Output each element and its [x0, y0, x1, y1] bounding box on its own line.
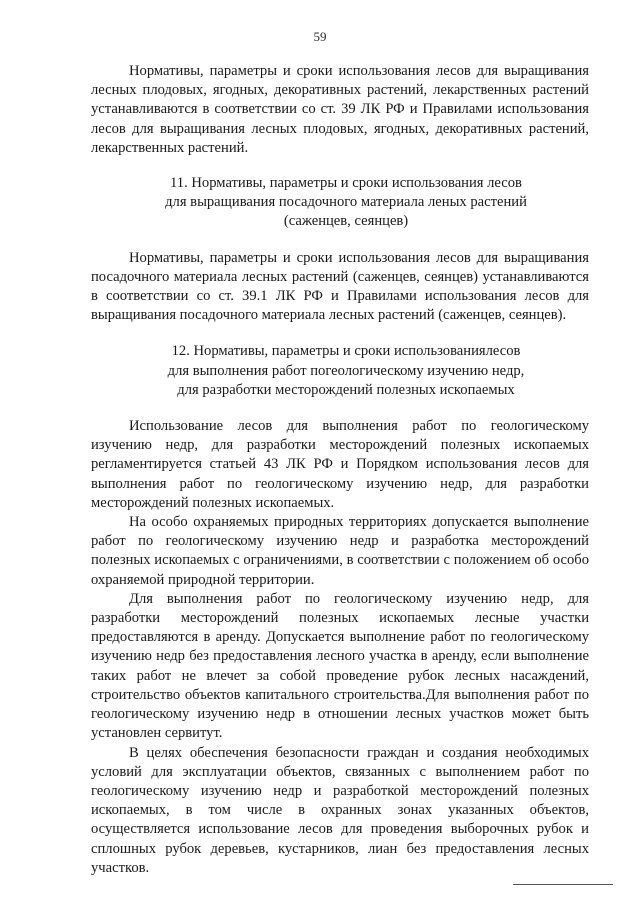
paragraph-intro: Нормативы, параметры и сроки использования лесов для выращивания лесных плодовых, ягодных, декоративных растений, лекарственных растений устанавливаются в соответствии со ст. 39 ЛК РФ и Правилами использования лесов для выращивания лесных плодовых, ягодных, декоративных растений, лекарственных растений. — [91, 63, 589, 156]
spacer — [91, 325, 589, 342]
section-12-paragraph-2: На особо охраняемых природных территориях допускается выполнение работ по геологическому изучению недр и разработка месторождений полезных ископаемых с ограничениями, в соответствии с положением об особо охраняемой природной территории. — [91, 514, 589, 588]
section-12-heading-line-2: для выполнения работ погеологическому изучению недр, — [167, 362, 525, 379]
spacer — [91, 158, 589, 174]
spacer — [91, 232, 589, 249]
section-11-paragraph: Нормативы, параметры и сроки использования лесов для выращивания посадочного материала лесных растений (саженцев, сеянцев) устанавливаются в соответствии со ст. 39.1 ЛК РФ и Правилами использования лесов для выращивания посадочного материала лесных растений (саженцев, сеянцев). — [91, 249, 589, 324]
section-11-heading-line-1: 11. Нормативы, параметры и сроки использования лесов — [170, 175, 522, 192]
section-12-paragraph-4: В целях обеспечения безопасности граждан и создания необходимых условий для эксплуатации объектов, связанных с выполнением работ по геологическому изучению недр и разработкой месторождений полезных ископаемых, в том числе в охранных зонах указанных объектов, осуществляется использование лесов для проведения выборочных рубок и сплошных рубок деревьев, кустарников, лиан без предоставления лесных участков. — [91, 744, 589, 876]
footer-rule — [513, 884, 613, 885]
section-11-heading — [91, 174, 589, 232]
page-content — [91, 62, 589, 878]
spacer — [91, 400, 589, 417]
section-12-paragraph-3: Для выполнения работ по геологическому изучению недр, для разработки месторождений полезных ископаемых лесные участки предоставляются в аренду. Допускается выполнение работ по геологическому изучению недр без предоставления лесного участка в аренду, если выполнение таких работ не влечет за собой проведение рубок лесных насаждений, строительство объектов капитального строительства.Для выполнения работ по геологическому изучению недр в отношении лесных участков может быть установлен сервитут. — [91, 590, 589, 742]
section-11-heading-line-2: для выращивания посадочного материала леных растений — [165, 194, 527, 211]
section-12-paragraph-1: Использование лесов для выполнения работ по геологическому изучению недр, для разработки месторождений полезных ископаемых регламентируется статьей 43 ЛК РФ и Порядком использования лесов для выполнения работ по геологическому изучению недр, для разработки месторождений полезных ископаемых. — [91, 418, 589, 511]
section-12-heading-line-1: 12. Нормативы, параметры и сроки использованиялесов — [171, 343, 521, 360]
page-number: 59 — [313, 29, 327, 44]
section-12-heading — [91, 342, 589, 400]
section-12-heading-line-3: для разработки месторождений полезных ископаемых — [177, 381, 515, 398]
section-11-heading-line-3: (саженцев, сеянцев) — [283, 213, 409, 230]
